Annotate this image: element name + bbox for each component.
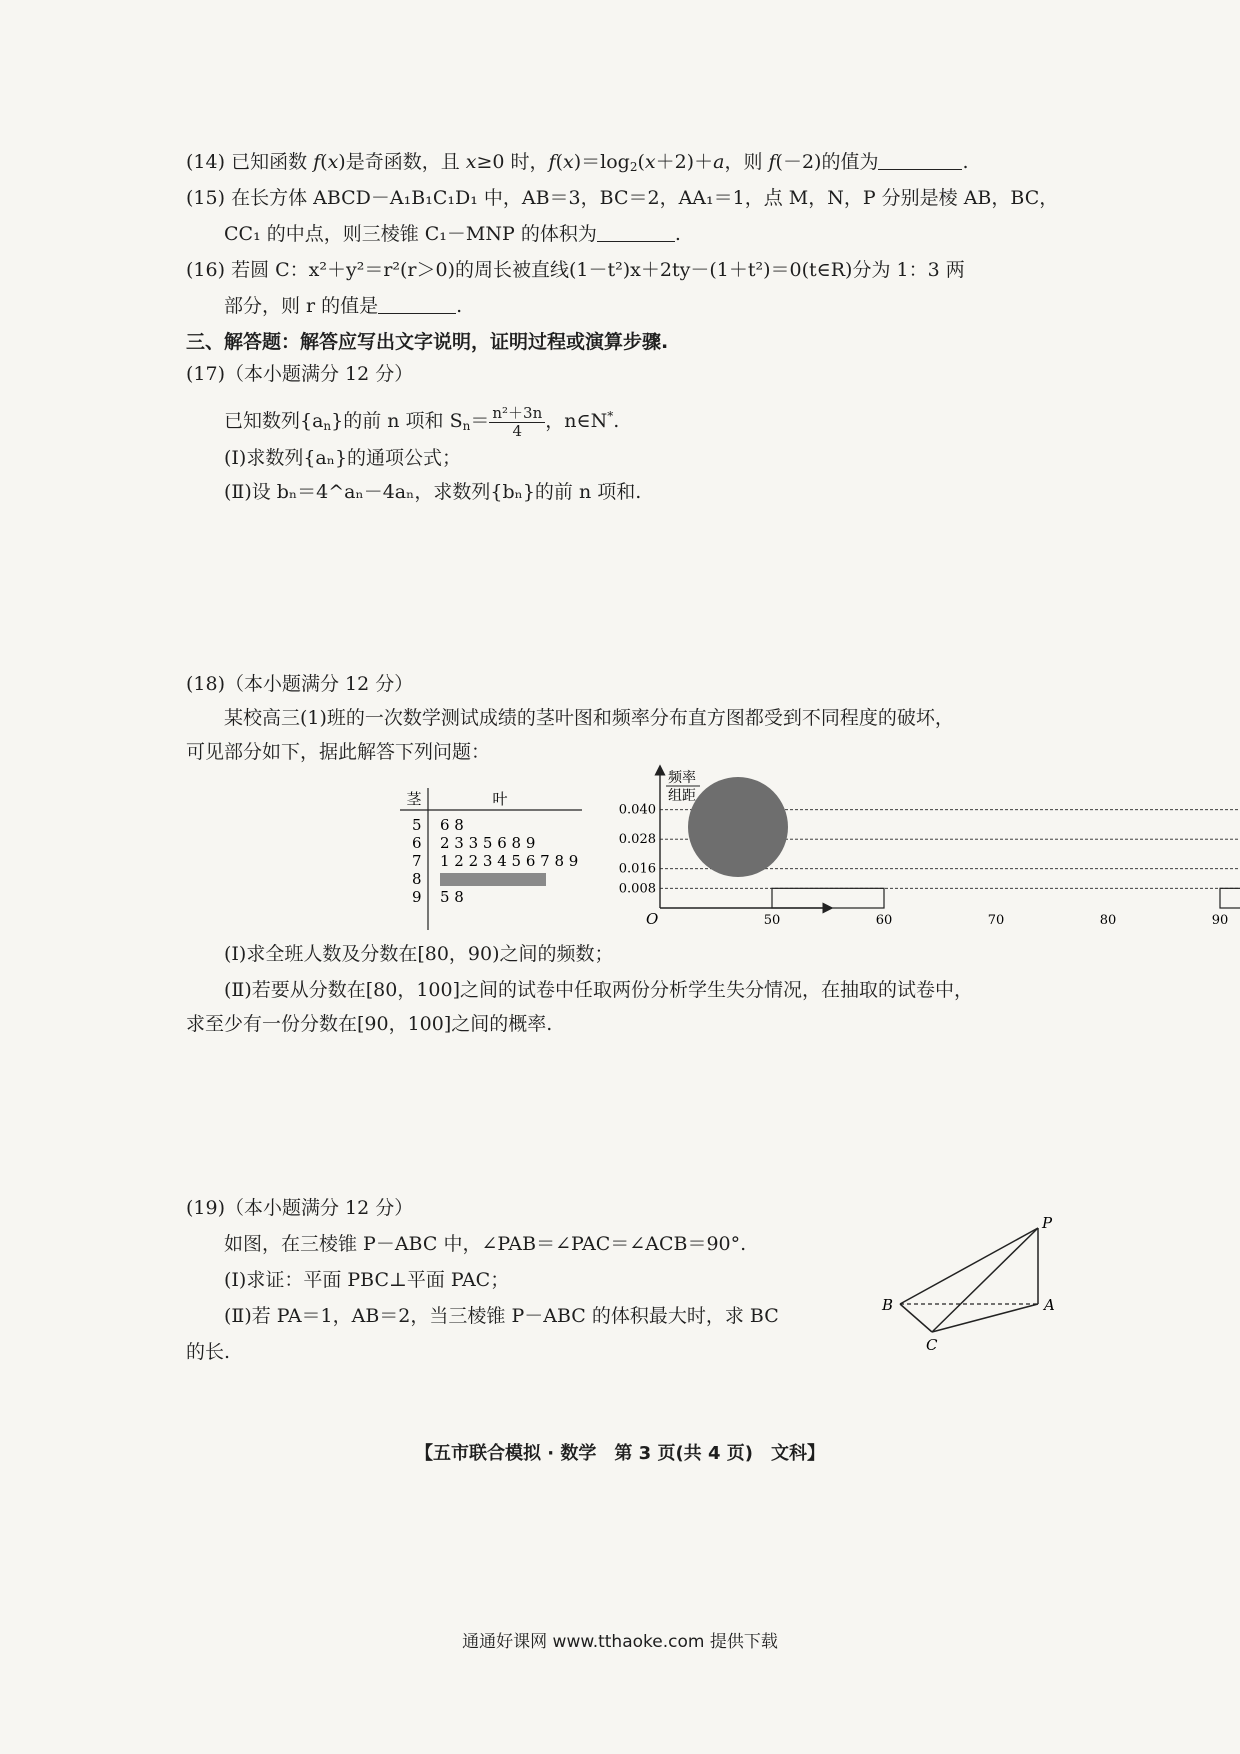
- histogram-bars: [772, 888, 1240, 908]
- vertex-p-label: P: [1042, 1214, 1053, 1232]
- q17-label: (17)（本小题满分 12 分）: [186, 363, 414, 385]
- leaf-cell: 6 8: [440, 816, 464, 834]
- tetrahedron-figure: [870, 1212, 1070, 1352]
- q18-part2-line1: (Ⅱ)若要从分数在[80，100]之间的试卷中任取两份分析学生失分情况，在抽取的试卷中，: [224, 979, 974, 1001]
- vertex-a-label: A: [1044, 1296, 1055, 1314]
- q19-label: (19)（本小题满分 12 分）: [186, 1197, 414, 1219]
- answer-blank-16: [378, 295, 456, 314]
- histogram-bar: [772, 888, 884, 908]
- q19-part2-line1: (Ⅱ)若 PA＝1，AB＝2，当三棱锥 P－ABC 的体积最大时，求 BC: [224, 1305, 779, 1327]
- q16-line2: 部分，则 r 的值是 .: [224, 295, 463, 317]
- q15-line2: CC₁ 的中点，则三棱锥 C₁－MNP 的体积为 .: [224, 223, 681, 245]
- section-3-heading: 三、解答题：解答应写出文字说明，证明过程或演算步骤.: [186, 331, 669, 353]
- q17-stem: 已知数列$\{a_n\}$的前 n 项和 $S_n=$ $\frac{\text{n²＋3n}}{4}$ ，n∈N*.: [224, 403, 620, 440]
- x-tick-label: 60: [875, 913, 893, 928]
- q18-stem2: 可见部分如下，据此解答下列问题：: [186, 741, 491, 763]
- y-tick-label: 0.040: [618, 802, 656, 818]
- leaf-header: 叶: [492, 790, 508, 808]
- stem-cell: 5: [412, 816, 422, 834]
- q14-text: (14) 已知函数 f(x)是奇函数，且 x≥0 时，$f(x)=\log_2(x+2)+a$，则 f(－2)的值为 .: [186, 151, 969, 174]
- stem-leaf-rows: [412, 816, 578, 906]
- histogram-bar: [1220, 888, 1240, 908]
- q16-line1: (16) 若圆 C：x²＋y²＝r²(r＞0)的周长被直线(1－t²)x＋2ty－(1＋t²)＝0(t∈R)分为 1：3 两: [186, 259, 965, 281]
- x-tick-label: 70: [987, 913, 1005, 928]
- damage-blot: [688, 777, 788, 877]
- edge-bc: [900, 1304, 932, 1332]
- x-tick-label: 80: [1099, 913, 1117, 928]
- stem-cell: 8: [412, 870, 422, 888]
- y-tick-labels: [619, 803, 656, 897]
- q19-part1: (Ⅰ)求证：平面 PBC⊥平面 PAC；: [224, 1269, 510, 1291]
- edge-pb: [900, 1228, 1038, 1304]
- q17-part2: (Ⅱ)设 bₙ＝4^aₙ－4aₙ，求数列{bₙ}的前 n 项和.: [224, 481, 642, 503]
- stem-header: 茎: [406, 790, 422, 808]
- origin-label: O: [646, 910, 659, 928]
- sum-fraction: $\frac{\text{n²＋3n}}{4}$: [489, 405, 545, 440]
- vertex-b-label: B: [882, 1296, 894, 1314]
- watermark-text: 通通好课网 www.tthaoke.com 提供下载: [462, 1632, 778, 1652]
- y-tick-label: 0.008: [618, 881, 656, 897]
- leaf-cell: 5 8: [440, 888, 464, 906]
- x-tick-labels: [764, 913, 1240, 928]
- q18-part2-line2: 求至少有一份分数在[90，100]之间的概率.: [186, 1013, 553, 1035]
- vertex-c-label: C: [926, 1336, 938, 1354]
- leaf-cell: 2 3 3 5 6 8 9: [440, 834, 536, 852]
- q17-part1: (Ⅰ)求数列{aₙ}的通项公式；: [224, 447, 462, 469]
- y-tick-label: 0.028: [618, 832, 656, 848]
- y-label-top: 频率: [668, 770, 696, 786]
- leaf-cell: 1 2 2 3 4 5 6 7 8 9: [440, 852, 579, 870]
- y-label-bottom: 组距: [668, 788, 696, 804]
- q19-part2-line2: 的长.: [186, 1341, 231, 1363]
- q18-stem1: 某校高三(1)班的一次数学测试成绩的茎叶图和频率分布直方图都受到不同程度的破坏，: [224, 707, 954, 729]
- stem-cell: 9: [412, 888, 422, 906]
- q18-part1: (Ⅰ)求全班人数及分数在[80，90)之间的频数；: [224, 943, 614, 965]
- q15-line1: (15) 在长方体 ABCD－A₁B₁C₁D₁ 中，AB＝3，BC＝2，AA₁＝1，点 M，N，P 分别是棱 AB，BC，: [186, 187, 1059, 209]
- stem-leaf-plot: [400, 784, 590, 934]
- edge-pc: [932, 1228, 1038, 1332]
- y-tick-label: 0.016: [618, 861, 656, 877]
- frequency-histogram: [608, 762, 1229, 928]
- stem-cell: 6: [412, 834, 422, 852]
- x-tick-label: 50: [763, 913, 781, 928]
- answer-blank-14: [878, 151, 962, 170]
- stem-cell: 7: [412, 852, 422, 870]
- damaged-leaf-bar: [440, 873, 546, 886]
- page-footer: 【五市联合模拟 · 数学 第 3 页(共 4 页) 文科】: [415, 1443, 825, 1464]
- edge-ca: [932, 1304, 1038, 1332]
- q18-label: (18)（本小题满分 12 分）: [186, 673, 414, 695]
- answer-blank-15: [597, 223, 675, 242]
- x-tick-label: 90: [1211, 913, 1229, 928]
- q19-stem: 如图，在三棱锥 P－ABC 中，∠PAB＝∠PAC＝∠ACB＝90°.: [224, 1233, 747, 1255]
